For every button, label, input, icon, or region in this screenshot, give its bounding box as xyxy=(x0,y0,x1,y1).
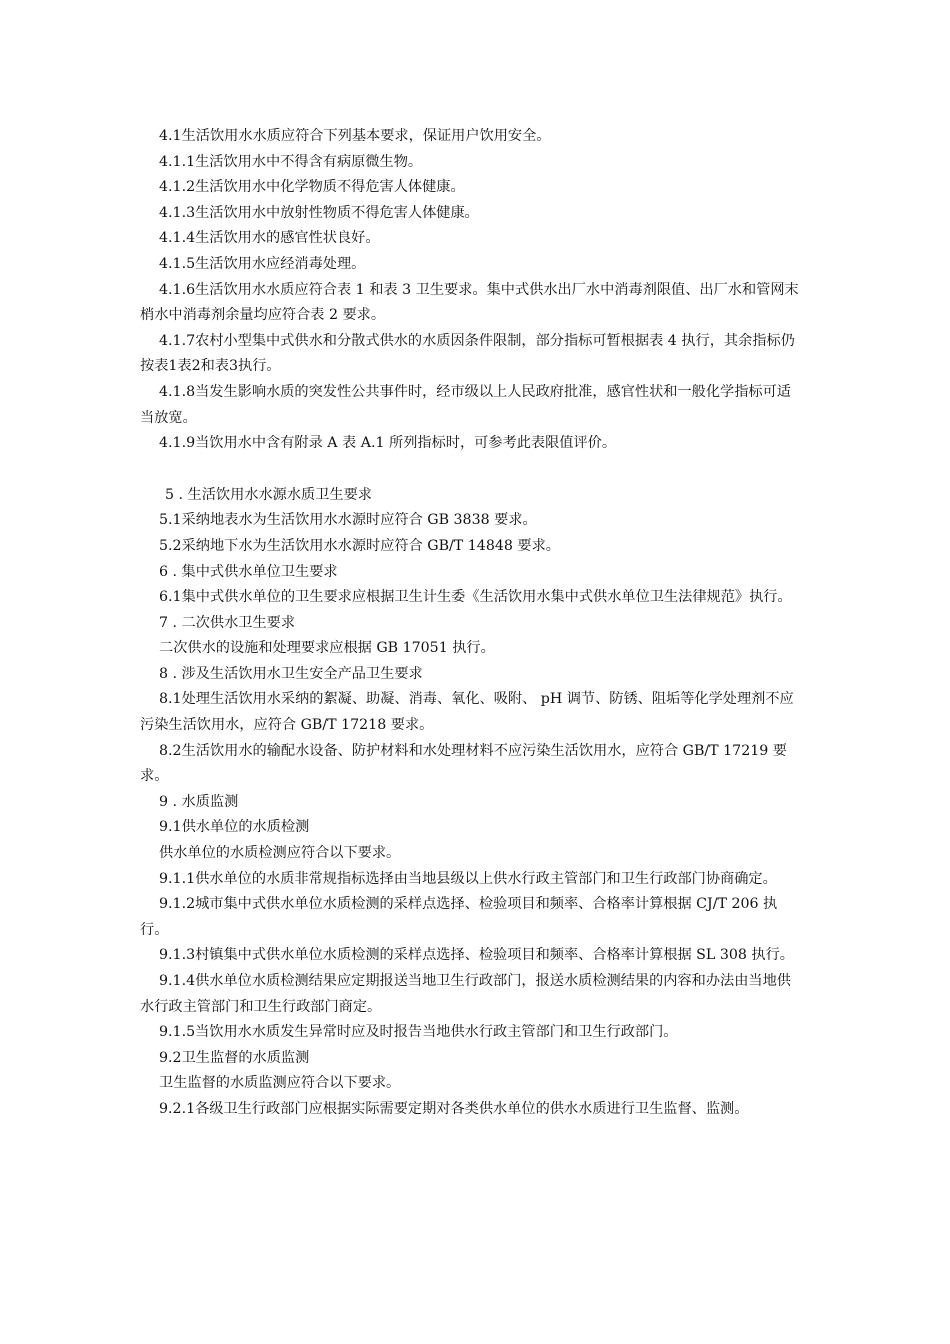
paragraph-4-1-9: 4.1.9当饮用水中含有附录 A 表 A.1 所列指标时，可参考此表限值评价。 xyxy=(159,435,617,452)
heading-section-7: 7 . 二次供水卫生要求 xyxy=(159,614,296,631)
paragraph-7-body: 二次供水的设施和处理要求应根据 GB 17051 执行。 xyxy=(159,640,495,657)
paragraph-9-1-intro: 供水单位的水质检测应符合以下要求。 xyxy=(159,845,401,862)
paragraph-9-1-1: 9.1.1供水单位的水质非常规指标选择由当地县级以上供水行政主管部门和卫生行政部门协商确定。 xyxy=(159,870,777,887)
heading-section-5: 5 . 生活饮用水水源水质卫生要求 xyxy=(165,486,372,503)
paragraph-4-1: 4.1生活饮用水水质应符合下列基本要求，保证用户饮用安全。 xyxy=(159,128,551,144)
paragraph-8-2: 8.2生活饮用水的输配水设备、防护材料和水处理材料不应污染生活饮用水，应符合 GB/T 17219 要求。 xyxy=(140,742,787,785)
paragraph-4-1-2: 4.1.2生活饮用水中化学物质不得危害人体健康。 xyxy=(159,179,465,196)
heading-section-6: 6 . 集中式供水单位卫生要求 xyxy=(159,563,338,580)
paragraph-4-1-4: 4.1.4生活饮用水的感官性状良好。 xyxy=(159,230,380,247)
section-gap xyxy=(140,457,805,483)
paragraph-9-2-1: 9.2.1各级卫生行政部门应根据实际需要定期对各类供水单位的供水水质进行卫生监督、监测。 xyxy=(159,1100,749,1117)
paragraph-4-1-6: 4.1.6生活饮用水水质应符合表 1 和表 3 卫生要求。集中式供水出厂水中消毒剂限值、出厂水和管网末梢水中消毒剂余量均应符合表 2 要求。 xyxy=(140,281,799,324)
paragraph-9-2-intro: 卫生监督的水质监测应符合以下要求。 xyxy=(159,1075,401,1092)
paragraph-9-1-5: 9.1.5当饮用水水质发生异常时应及时报告当地供水行政主管部门和卫生行政部门。 xyxy=(159,1024,678,1041)
paragraph-4-1-7: 4.1.7农村小型集中式供水和分散式供水的水质因条件限制，部分指标可暂根据表 4 执行，其余指标仍按表1表2和表3执行。 xyxy=(140,332,795,375)
paragraph-4-1-5: 4.1.5生活饮用水应经消毒处理。 xyxy=(159,255,366,272)
heading-section-8: 8 . 涉及生活饮用水卫生安全产品卫生要求 xyxy=(159,665,423,682)
paragraph-9-1: 9.1供水单位的水质检测 xyxy=(159,819,310,836)
paragraph-8-1: 8.1处理生活饮用水采纳的絮凝、助凝、消毒、氧化、吸附、 pH 调节、防锈、阻垢等化学处理剂不应污染生活饮用水，应符合 GB/T 17218 要求。 xyxy=(140,691,794,734)
paragraph-4-1-1: 4.1.1生活饮用水中不得含有病原微生物。 xyxy=(159,153,423,170)
heading-section-9: 9 . 水质监测 xyxy=(159,793,239,810)
paragraph-9-1-3: 9.1.3村镇集中式供水单位水质检测的采样点选择、检验项目和频率、合格率计算根据 SL 308 执行。 xyxy=(159,947,794,964)
paragraph-9-1-2: 9.1.2城市集中式供水单位水质检测的采样点选择、检验项目和频率、合格率计算根据 CJ/T 206 执行。 xyxy=(140,896,778,938)
paragraph-4-1-8: 4.1.8当发生影响水质的突发性公共事件时，经市级以上人民政府批准，感官性状和一般化学指标可适当放宽。 xyxy=(140,383,791,426)
paragraph-6-1: 6.1集中式供水单位的卫生要求应根据卫生计生委《生活饮用水集中式供水单位卫生法律规范》执行。 xyxy=(159,589,792,606)
paragraph-5-1: 5.1采纳地表水为生活饮用水水源时应符合 GB 3838 要求。 xyxy=(159,512,537,529)
paragraph-4-1-3: 4.1.3生活饮用水中放射性物质不得危害人体健康。 xyxy=(159,204,479,221)
document-page xyxy=(140,124,805,1123)
paragraph-9-2: 9.2卫生监督的水质监测 xyxy=(159,1049,310,1066)
paragraph-9-1-4: 9.1.4供水单位水质检测结果应定期报送当地卫生行政部门，报送水质检测结果的内容和办法由当地供水行政主管部门和卫生行政部门商定。 xyxy=(140,973,791,1015)
paragraph-5-2: 5.2采纳地下水为生活饮用水水源时应符合 GB/T 14848 要求。 xyxy=(159,537,560,554)
